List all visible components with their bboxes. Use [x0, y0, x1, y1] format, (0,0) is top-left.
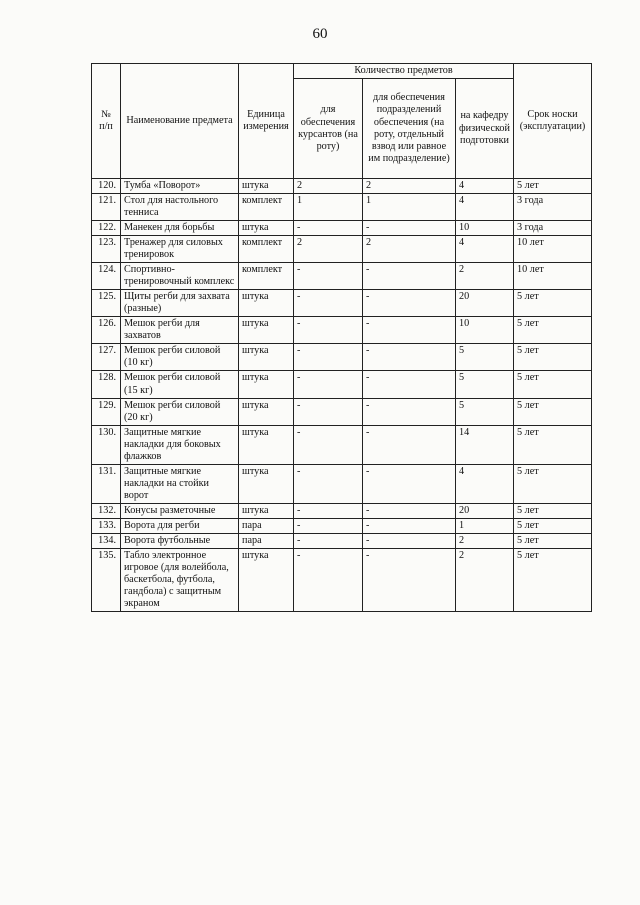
row-qty-department: 5: [456, 398, 514, 425]
row-qty-cadets: -: [294, 221, 363, 236]
row-unit: штука: [239, 503, 294, 518]
row-name: Спортивно-тренировочный комплекс: [121, 263, 239, 290]
row-number: 124.: [92, 263, 121, 290]
table-row: [92, 464, 592, 503]
row-unit: комплект: [239, 236, 294, 263]
row-unit: комплект: [239, 194, 294, 221]
table-row: [92, 290, 592, 317]
header-unit: Единица измерения: [239, 64, 294, 179]
row-term: 5 лет: [514, 344, 592, 371]
row-term: 5 лет: [514, 533, 592, 548]
row-qty-cadets: 2: [294, 236, 363, 263]
row-qty-cadets: -: [294, 518, 363, 533]
row-qty-cadets: -: [294, 317, 363, 344]
row-qty-department: 1: [456, 518, 514, 533]
row-unit: штука: [239, 317, 294, 344]
row-qty-cadets: -: [294, 398, 363, 425]
row-qty-department: 20: [456, 503, 514, 518]
row-qty-units: 2: [363, 179, 456, 194]
row-term: 5 лет: [514, 503, 592, 518]
row-qty-department: 5: [456, 344, 514, 371]
row-name: Табло электронное игровое (для волейбола, баскетбола, футбола, гандбола) с защитным экраном: [121, 548, 239, 611]
row-unit: комплект: [239, 263, 294, 290]
header-cadets: для обеспечения курсантов (на роту): [294, 79, 363, 179]
row-qty-department: 4: [456, 194, 514, 221]
row-qty-department: 4: [456, 179, 514, 194]
row-qty-units: -: [363, 425, 456, 464]
row-qty-cadets: 2: [294, 179, 363, 194]
row-term: 3 года: [514, 221, 592, 236]
row-unit: пара: [239, 533, 294, 548]
row-unit: штука: [239, 221, 294, 236]
row-qty-department: 2: [456, 533, 514, 548]
table-row: [92, 533, 592, 548]
row-name: Мешок регби силовой (15 кг): [121, 371, 239, 398]
table-row: [92, 344, 592, 371]
row-qty-units: 1: [363, 194, 456, 221]
row-number: 121.: [92, 194, 121, 221]
table-row: [92, 503, 592, 518]
table-row: [92, 425, 592, 464]
row-qty-department: 14: [456, 425, 514, 464]
row-name: Защитные мягкие накладки на стойки ворот: [121, 464, 239, 503]
table-row: [92, 371, 592, 398]
header-department: на кафедру физической подготовки: [456, 79, 514, 179]
row-qty-units: -: [363, 533, 456, 548]
row-name: Конусы разметочные: [121, 503, 239, 518]
table-row: [92, 398, 592, 425]
row-term: 5 лет: [514, 425, 592, 464]
row-term: 5 лет: [514, 179, 592, 194]
row-term: 10 лет: [514, 236, 592, 263]
row-number: 134.: [92, 533, 121, 548]
row-qty-units: -: [363, 503, 456, 518]
row-term: 5 лет: [514, 548, 592, 611]
row-unit: штука: [239, 425, 294, 464]
row-number: 125.: [92, 290, 121, 317]
row-number: 120.: [92, 179, 121, 194]
header-units: для обеспечения подразделений обеспечения (на роту, отдельный взвод или равное им подразделение): [363, 79, 456, 179]
row-qty-department: 4: [456, 236, 514, 263]
header-quantity-group: Количество предметов: [294, 64, 514, 79]
row-term: 10 лет: [514, 263, 592, 290]
row-qty-cadets: -: [294, 503, 363, 518]
table-row: [92, 221, 592, 236]
row-qty-department: 10: [456, 317, 514, 344]
header-name: Наименование предмета: [121, 64, 239, 179]
row-qty-cadets: 1: [294, 194, 363, 221]
row-qty-department: 4: [456, 464, 514, 503]
row-name: Тумба «Поворот»: [121, 179, 239, 194]
row-qty-units: -: [363, 518, 456, 533]
row-name: Щиты регби для захвата (разные): [121, 290, 239, 317]
row-number: 122.: [92, 221, 121, 236]
row-term: 5 лет: [514, 398, 592, 425]
row-name: Тренажер для силовых тренировок: [121, 236, 239, 263]
row-unit: штука: [239, 398, 294, 425]
row-name: Мешок регби силовой (20 кг): [121, 398, 239, 425]
row-name: Стол для настольного тенниса: [121, 194, 239, 221]
table-row: [92, 194, 592, 221]
row-name: Манекен для борьбы: [121, 221, 239, 236]
row-qty-units: -: [363, 221, 456, 236]
row-qty-units: -: [363, 317, 456, 344]
table-row: [92, 263, 592, 290]
row-unit: штука: [239, 290, 294, 317]
row-name: Ворота футбольные: [121, 533, 239, 548]
row-qty-units: -: [363, 398, 456, 425]
table-row: [92, 548, 592, 611]
row-qty-cadets: -: [294, 290, 363, 317]
row-qty-cadets: -: [294, 263, 363, 290]
row-number: 126.: [92, 317, 121, 344]
row-term: 5 лет: [514, 464, 592, 503]
row-number: 132.: [92, 503, 121, 518]
row-qty-units: -: [363, 464, 456, 503]
row-number: 128.: [92, 371, 121, 398]
table-row: [92, 518, 592, 533]
row-name: Мешок регби силовой (10 кг): [121, 344, 239, 371]
row-unit: штука: [239, 548, 294, 611]
row-number: 129.: [92, 398, 121, 425]
row-unit: штука: [239, 344, 294, 371]
row-qty-department: 2: [456, 263, 514, 290]
row-qty-units: -: [363, 548, 456, 611]
table-row: [92, 317, 592, 344]
row-qty-cadets: -: [294, 533, 363, 548]
row-number: 130.: [92, 425, 121, 464]
row-term: 5 лет: [514, 518, 592, 533]
row-qty-units: -: [363, 371, 456, 398]
row-qty-department: 2: [456, 548, 514, 611]
row-name: Ворота для регби: [121, 518, 239, 533]
header-num: № п/п: [92, 64, 121, 179]
table-body: [92, 179, 592, 612]
table-row: [92, 179, 592, 194]
row-qty-cadets: -: [294, 464, 363, 503]
row-term: 3 года: [514, 194, 592, 221]
table-row: [92, 236, 592, 263]
row-qty-units: 2: [363, 236, 456, 263]
row-qty-cadets: -: [294, 344, 363, 371]
row-qty-department: 5: [456, 371, 514, 398]
row-unit: штука: [239, 464, 294, 503]
header-term: Срок носки (эксплуатации): [514, 64, 592, 179]
row-qty-cadets: -: [294, 548, 363, 611]
row-qty-cadets: -: [294, 371, 363, 398]
row-number: 135.: [92, 548, 121, 611]
row-name: Защитные мягкие накладки для боковых флажков: [121, 425, 239, 464]
page-number: 60: [312, 26, 328, 42]
row-qty-department: 20: [456, 290, 514, 317]
row-number: 131.: [92, 464, 121, 503]
row-qty-units: -: [363, 344, 456, 371]
row-number: 127.: [92, 344, 121, 371]
row-qty-units: -: [363, 263, 456, 290]
row-qty-units: -: [363, 290, 456, 317]
row-unit: штука: [239, 371, 294, 398]
row-number: 123.: [92, 236, 121, 263]
row-term: 5 лет: [514, 290, 592, 317]
row-unit: пара: [239, 518, 294, 533]
row-name: Мешок регби для захватов: [121, 317, 239, 344]
row-term: 5 лет: [514, 371, 592, 398]
equipment-table: [91, 63, 592, 612]
row-qty-cadets: -: [294, 425, 363, 464]
row-number: 133.: [92, 518, 121, 533]
row-unit: штука: [239, 179, 294, 194]
row-qty-department: 10: [456, 221, 514, 236]
row-term: 5 лет: [514, 317, 592, 344]
